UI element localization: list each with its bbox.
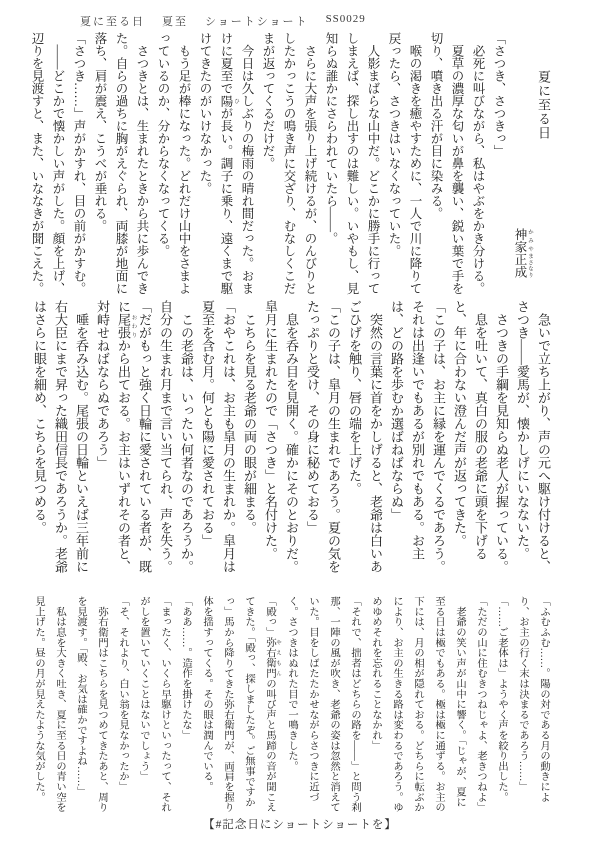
paragraph: もう足が棒になった。どれだけ山中をさまよっているのか、分からなくなってくる。 — [156, 32, 191, 295]
paragraph: 老爺の笑い声が山中に響く。「じゃが、夏に至る日は極でもある。極は極に通ずる。お主の下には、月の相が隠れておる。どちらに転ぶかにより、お主の生きる路は変わるであろう。ゆめゆめそれを忘れることなかれ」 — [370, 596, 465, 813]
paragraph: 弥右衛門はこちらを見つめてきたあと、周りを見渡す。「殿、お気は確かですよね……」 — [75, 596, 107, 813]
story-title: 夏に至る日 — [536, 70, 551, 140]
paragraph: 唾を呑み込む。尾張の日輪といえば三年前に右大臣にまで昇った織田信長であろうか。老爺はさらに眼を細め、こちらを見つめる。 — [32, 300, 89, 573]
paragraph: ――どこかで懐かしい声がした。顔を上げ、辺りを見渡すと、また、いななきが聞こえた。 — [30, 32, 65, 295]
author-surname: 神家 かみや — [513, 228, 533, 253]
text-band-3 — [14, 596, 554, 813]
paragraph: さらに大声を張り上げ続けるが、のんびりとしたかっこうの鳴き声に交ざり、むなしくこだまが返ってくるだけだ。 — [261, 32, 317, 295]
paragraph: 「おやこれは、お主も皐月の生まれか。皐月は夏至を含む月。何とも陽に愛されておる」 — [200, 300, 236, 573]
paragraph: 「さつき……」声がかすれ、目の前がかすむ。 — [72, 32, 86, 295]
paragraph: 「そ、それより、白い翁を見なかったか」 — [117, 596, 128, 792]
paragraph: 「さつき、さつきっ」 — [492, 32, 506, 157]
header-code: SS0029 — [325, 13, 366, 25]
text-band-1 — [14, 32, 554, 298]
paragraph: さつきの手綱を見知らぬ老人が握っている。 — [494, 300, 509, 573]
paragraph: 「殿っ」弥右衛門 やえもんの叫び声と馬蹄の音が聞こえてきた。「殿っ、探しましたぞ。ご無事ですかっ」馬から降りてきた弥右衛門が、両肩を握り体を揺すってくる。その眼は潤んでいる。 — [201, 596, 281, 813]
paragraph: 「まったく、いくら早駆けといったって、それがしを置いていくことはないでしょう」 — [138, 596, 170, 813]
paragraph: 夏草の濃厚な匂いが鼻を襲い、鋭い葉で手を切り、噴き出る汗が目に染みる。 — [429, 32, 464, 295]
header-genre: ショートショート — [205, 16, 309, 28]
paragraph: 「それで、拙者はどちらの路を――」と問う刹那、一陣の風が吹き、老爺の姿は忽然と消えていた。目をしばたたかせながらさつきに近づく。さつきはぬれた目で一鳴きした。 — [286, 596, 360, 813]
paragraph: 「ああ……。造作を掛けたな」 — [180, 596, 191, 741]
paragraph: 「だがもっと強く日輪に愛されている者が、既に尾張 おわりから出ておる。お主はいずれその者と、対峙せねばならぬであろう」 — [95, 300, 152, 573]
paragraph: 「ふむふむ……。陽の対である月の動きにより、お主の行く末は決まるであろう……」 — [517, 596, 549, 802]
header-title: 夏に至る日 — [80, 16, 145, 28]
page-header — [80, 13, 366, 29]
paragraph: さつきとは、生まれたときから共に歩んできた。自らの過ちに胸がえぐられ、両膝が地面に落ち、肩が震え、こうべが垂れる。 — [93, 32, 149, 295]
paragraph: 必死に叫びながら、私はやぶをかき分ける。 — [471, 32, 485, 295]
paragraph: 「……ご老体は」ようやく声を絞り出した。 — [496, 596, 507, 802]
paragraph: 私は息を大きく吐き、夏に至る日の青い空を見上げた。昼の月が見えたような気がした。 — [33, 596, 65, 813]
paragraph: 急いで立ち上がり、声の元へ駆け付けると、さつき――愛馬が、懐かしげにいなないた。 — [515, 300, 551, 573]
author-name — [509, 32, 533, 298]
paragraph: 「この子は、皐月の生まれであろう。夏の気をたっぷりと受け、その身に秘めておる」 — [305, 300, 341, 573]
paragraph: この老爺は、いったい何者なのであろうか。自分の生まれ月まで言い当てられ、声を失う。 — [158, 300, 194, 573]
author-given-name: 正成 まさなり — [513, 253, 533, 278]
text-band-2 — [14, 300, 554, 584]
paragraph: 突然の言葉に首をかしげると、老爺は白いあごひげを触り、唇の端を上げた。 — [347, 300, 383, 573]
paragraph: 人影まばらな山中だ。どこかに勝手に行ってしまえば、探し出すのは難しい。いやもし、見知らぬ誰かにさらわれていたら――。 — [324, 32, 380, 295]
paragraph: こちらを見る老爺の両の眼が細まる。 — [242, 300, 257, 534]
paragraph: 息を吐いて、真白の服の老爺に頭を下げると、年に合わない澄んだ声が返ってきた。 — [452, 300, 488, 560]
paragraph: 「ただの山に住むきつねじゃよ、老きつねよ」 — [475, 596, 486, 813]
header-season: 夏至 — [162, 16, 188, 28]
paragraph: 息を呑み目を見開く。確かにそのとおりだ。皐月に生まれたので「さつき」と名付けた。 — [263, 300, 299, 573]
paragraph: 喉の渇きを癒やすために、一人で川に降りて戻ったら、さつきはいなくなっていた。 — [387, 32, 422, 295]
paragraph: 今日は久しぶりの梅雨の晴れ間だった。おまけに夏至で陽 ひが長い。調子に乗り、遠くまで駆けてきたのがいけなかった。 — [198, 32, 254, 295]
paragraph: 「この子は、お主に縁を運んでくるであろう。それは出逢いでもあるが別れでもある。お主は、どの路を歩むか選ばねばならぬ」 — [389, 300, 446, 573]
footer-hashtag: 【#記念日にショートショートを】 — [203, 819, 397, 831]
